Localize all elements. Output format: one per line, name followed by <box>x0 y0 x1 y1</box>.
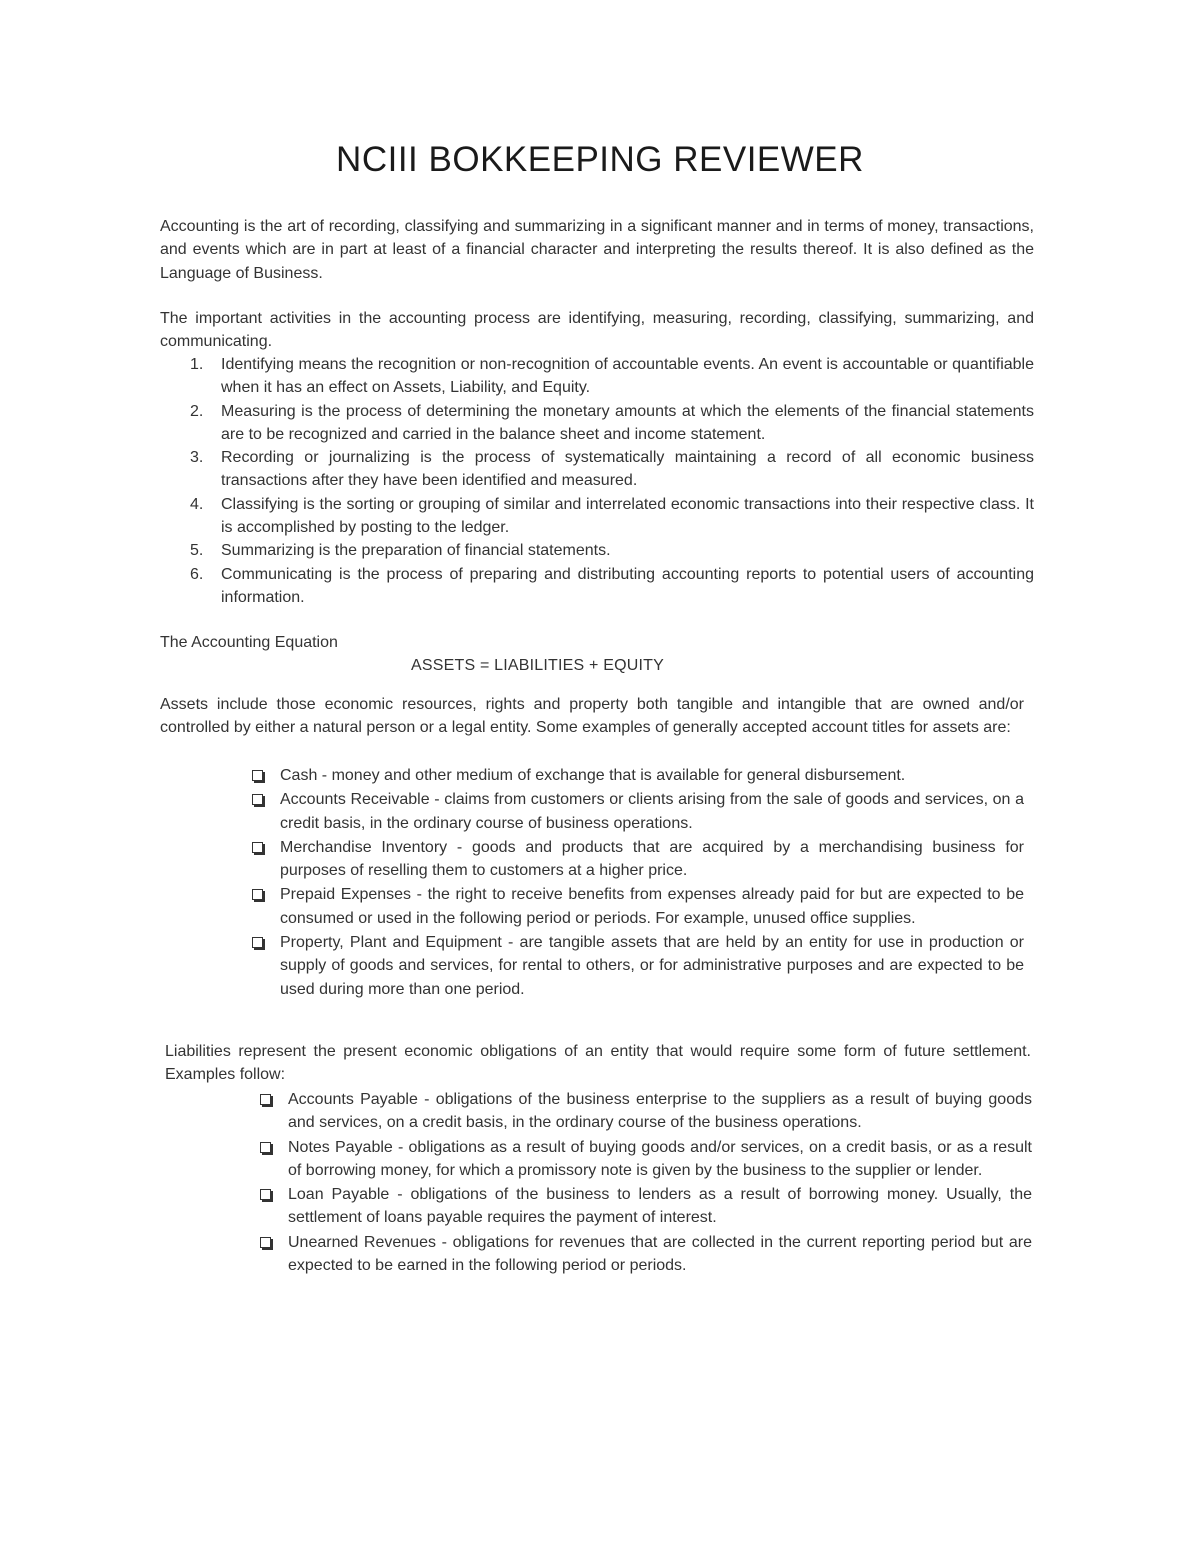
list-item-text: Unearned Revenues - obligations for revenues that are collected in the current reporting period but are expected to be earned in the following period or periods. <box>288 1233 1032 1275</box>
checkbox-bullet-icon <box>260 1142 271 1153</box>
list-item <box>250 931 1024 1001</box>
list-item <box>258 1088 1032 1135</box>
list-item <box>250 836 1024 883</box>
activities-intro-text: The important activities in the accounting process are identifying, measuring, recording, classifying, summarizing, and communicating. <box>160 310 1034 351</box>
list-item-text: Identifying means the recognition or non-recognition of accountable events. An event is accountable or quantifiable when it has an effect on Assets, Liability, and Equity. <box>221 356 1034 397</box>
list-item-text: Merchandise Inventory - goods and products that are acquired by a merchandising business for purposes of reselling them to customers at a higher price. <box>280 838 1024 880</box>
liabilities-list <box>258 1088 1032 1278</box>
list-number: 3. <box>190 449 204 467</box>
list-item <box>250 788 1024 835</box>
list-item <box>258 1231 1032 1278</box>
activities-intro-paragraph <box>160 307 1034 354</box>
list-item <box>250 764 1024 787</box>
list-item <box>160 446 1034 493</box>
checkbox-bullet-icon <box>260 1189 271 1200</box>
list-item-text: Property, Plant and Equipment - are tangible assets that are held by an entity for use in production or supply of goods and services, for rental to others, or for administrative purposes and are expected to be used during more than one period. <box>280 934 1024 998</box>
list-item <box>160 493 1034 540</box>
intro-text: Accounting is the art of recording, classifying and summarizing in a significant manner and in terms of money, transactions, and events which are in part at least of a financial character and interpreting the results thereof. It is also defined as the Language of Business. <box>160 218 1034 282</box>
liabilities-intro-text: Liabilities represent the present economic obligations of an entity that would require some form of future settlement. Examples follow: <box>165 1043 1031 1084</box>
liabilities-intro-paragraph <box>165 1040 1031 1087</box>
intro-paragraph <box>160 215 1034 285</box>
accounting-equation: ASSETS = LIABILITIES + EQUITY <box>411 657 665 674</box>
list-number: 4. <box>190 495 204 513</box>
list-item <box>258 1136 1032 1183</box>
checkbox-bullet-icon <box>252 937 263 948</box>
list-item <box>160 400 1034 447</box>
list-number: 2. <box>190 402 204 420</box>
list-item-text: Prepaid Expenses - the right to receive benefits from expenses already paid for but are expected to be consumed or used in the following period or periods. For example, unused office supplies. <box>280 886 1024 927</box>
checkbox-bullet-icon <box>260 1237 271 1248</box>
activities-list <box>160 353 1034 609</box>
list-item-text: Measuring is the process of determining the monetary amounts at which the elements of the financial statements are to be recognized and carried in the balance sheet and income statement. <box>221 402 1034 443</box>
list-item-text: Communicating is the process of preparing and distributing accounting reports to potential users of accounting information. <box>221 565 1034 606</box>
list-item <box>160 563 1034 610</box>
list-item <box>160 539 1034 562</box>
list-item-text: Recording or journalizing is the process of systematically maintaining a record of all economic business transactions after they have been identified and measured. <box>221 449 1034 490</box>
list-item-text: Loan Payable - obligations of the business to lenders as a result of borrowing money. Usually, the settlement of loans payable requires the payment of interest. <box>288 1186 1032 1227</box>
list-item-text: Summarizing is the preparation of financial statements. <box>221 542 611 560</box>
list-item-text: Cash - money and other medium of exchange that is available for general disbursement. <box>280 767 906 784</box>
list-number: 5. <box>190 542 204 560</box>
list-item <box>160 353 1034 400</box>
checkbox-bullet-icon <box>252 842 263 853</box>
checkbox-bullet-icon <box>260 1094 271 1105</box>
list-number: 1. <box>190 356 204 373</box>
list-item-text: Notes Payable - obligations as a result of buying goods and/or services, on a credit basis, or as a result of borrowing money, for which a promissory note is given by the business to the supplier or lender. <box>288 1138 1032 1179</box>
list-number: 6. <box>190 565 204 583</box>
assets-intro-paragraph <box>160 693 1024 740</box>
equation-heading: The Accounting Equation <box>160 634 338 651</box>
list-item-text: Classifying is the sorting or grouping of similar and interrelated economic transactions into their respective class. It is accomplished by posting to the ledger. <box>221 495 1034 537</box>
list-item <box>258 1183 1032 1230</box>
checkbox-bullet-icon <box>252 889 263 900</box>
checkbox-bullet-icon <box>252 794 263 805</box>
assets-intro-text: Assets include those economic resources, rights and property both tangible and intangible that are owned and/or controlled by either a natural person or a legal entity. Some examples of generally accepted account titles for assets are: <box>160 696 1024 737</box>
page-title: NCIII BOKKEEPING REVIEWER <box>336 140 864 179</box>
checkbox-bullet-icon <box>252 770 263 781</box>
assets-list <box>250 764 1024 1002</box>
list-item-text: Accounts Payable - obligations of the business enterprise to the suppliers as a result of buying goods and services, on a credit basis, in the ordinary course of the business operations. <box>288 1091 1032 1132</box>
list-item <box>250 883 1024 930</box>
list-item-text: Accounts Receivable - claims from customers or clients arising from the sale of goods and services, on a credit basis, in the ordinary course of business operations. <box>280 791 1024 832</box>
